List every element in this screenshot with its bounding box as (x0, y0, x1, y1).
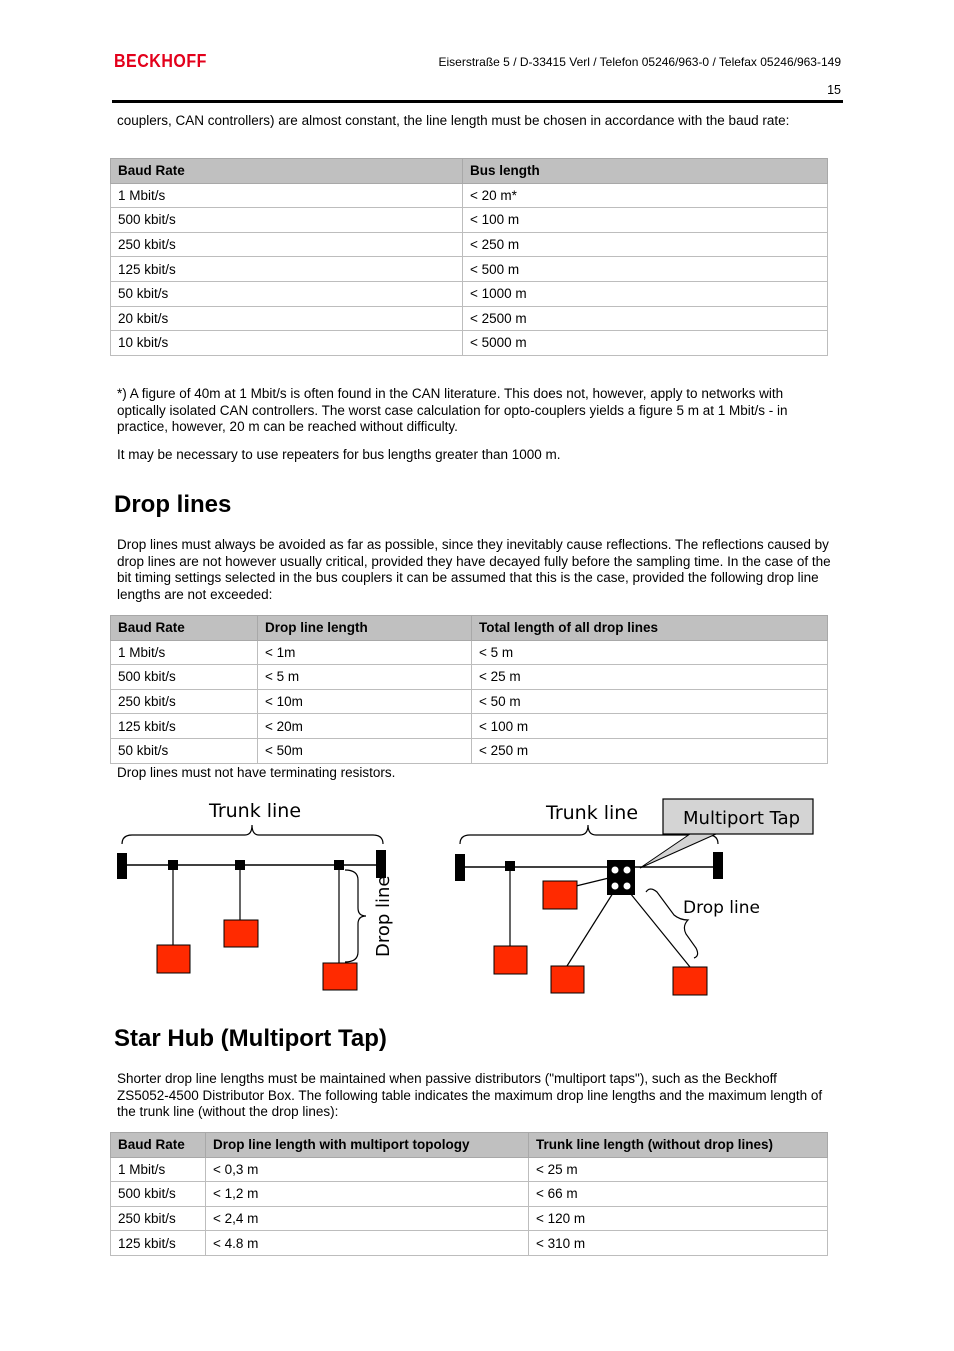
column-header: Total length of all drop lines (472, 616, 828, 641)
callout-pointer (640, 834, 716, 868)
table-cell: 500 kbit/s (111, 1182, 206, 1207)
drop-lines-note: Drop lines must not have terminating resistors. (117, 765, 396, 780)
table-row (111, 281, 828, 306)
multiport-tap-hub (607, 860, 635, 895)
table-cell: 250 kbit/s (111, 232, 463, 257)
tap-junction (334, 860, 344, 870)
table-cell: 1 Mbit/s (111, 183, 463, 208)
drop-line-brace (345, 870, 366, 962)
node-box (673, 967, 707, 995)
table-cell: < 50m (258, 738, 472, 763)
table-cell: < 250 m (463, 232, 828, 257)
star-hub-text: Shorter drop line lengths must be maintained when passive distributors ("multiport taps"), such as the Beckhoff ZS5052-4500 Distributor Box. The following table indicates the maximum drop line lengths and the maximum length of the trunk line (without the drop lines): (117, 1071, 823, 1119)
node-box (494, 946, 527, 974)
multiport-table (110, 1132, 828, 1256)
terminator-right (376, 850, 386, 878)
drop-line-label: Drop line (683, 898, 760, 918)
terminator-left (117, 853, 127, 879)
table-cell: 50 kbit/s (111, 738, 258, 763)
column-header: Baud Rate (111, 616, 258, 641)
beckhoff-logo: BECKHOFF (114, 52, 207, 72)
node-box (157, 945, 190, 973)
drop-line-table (110, 615, 828, 764)
table-cell: < 1,2 m (206, 1182, 529, 1207)
table-cell: 500 kbit/s (111, 665, 258, 690)
table-cell: < 500 m (463, 257, 828, 282)
multiport-tap-label: Multiport Tap (683, 808, 801, 829)
footnote-text: *) A figure of 40m at 1 Mbit/s is often found in the CAN literature. This does not, however, apply to networks with optically isolated CAN controllers. The worst case calculation for opto-couplers yields a figure 5 m at 1 Mbit/s - in practice, however, 20 m can be reached without difficulty. (117, 386, 788, 434)
table-header-row (111, 1133, 828, 1158)
table-cell: < 5 m (258, 665, 472, 690)
intro-text: couplers, CAN controllers) are almost constant, the line length must be chosen in accordance with the baud rate: (117, 113, 790, 128)
table-row (111, 1231, 828, 1256)
table-cell: < 250 m (472, 738, 828, 763)
section-heading-star-hub: Star Hub (Multiport Tap) (114, 1025, 387, 1052)
table-cell: < 4.8 m (206, 1231, 529, 1256)
table-row (111, 738, 828, 763)
table-cell: 250 kbit/s (111, 689, 258, 714)
tap-junction (235, 860, 245, 870)
table-cell: 1 Mbit/s (111, 640, 258, 665)
table-cell: < 5 m (472, 640, 828, 665)
table-cell: < 310 m (529, 1231, 828, 1256)
table-row (111, 714, 828, 739)
terminator-right (713, 852, 723, 879)
hub-port (612, 867, 619, 874)
table-cell: 125 kbit/s (111, 257, 463, 282)
column-header: Drop line length (258, 616, 472, 641)
table-cell: < 10m (258, 689, 472, 714)
table-row (111, 306, 828, 331)
table-cell: 500 kbit/s (111, 208, 463, 233)
left-topology (117, 800, 394, 990)
table-row (111, 257, 828, 282)
hub-port (624, 867, 631, 874)
header-rule (112, 100, 843, 103)
table-cell: < 50 m (472, 689, 828, 714)
table-cell: < 66 m (529, 1182, 828, 1207)
trunk-line-label: Trunk line (209, 800, 302, 822)
trunk-line-label: Trunk line (546, 802, 639, 824)
terminator-left (455, 854, 465, 881)
table-cell: 125 kbit/s (111, 1231, 206, 1256)
column-header: Trunk line length (without drop lines) (529, 1133, 828, 1158)
table-row (111, 232, 828, 257)
table-cell: < 5000 m (463, 331, 828, 356)
table-cell: < 25 m (472, 665, 828, 690)
table-row (111, 331, 828, 356)
table-cell: < 20m (258, 714, 472, 739)
node-box (323, 963, 357, 990)
column-header: Baud Rate (111, 1133, 206, 1158)
table-cell: 250 kbit/s (111, 1206, 206, 1231)
trunk-brace (122, 825, 383, 844)
table-row (111, 183, 828, 208)
node-box (543, 881, 577, 909)
table-header-row (111, 159, 828, 184)
table-row (111, 640, 828, 665)
table-cell: 1 Mbit/s (111, 1157, 206, 1182)
table-row (111, 665, 828, 690)
table-cell: < 1000 m (463, 281, 828, 306)
table-header-row (111, 616, 828, 641)
hub-port (612, 883, 619, 890)
page-number: 15 (827, 83, 841, 97)
table-row (111, 208, 828, 233)
table-cell: 10 kbit/s (111, 331, 463, 356)
drop-line (630, 893, 690, 967)
table-cell: < 100 m (463, 208, 828, 233)
table-row (111, 1206, 828, 1231)
table-cell: < 2500 m (463, 306, 828, 331)
header-address: Eiserstraße 5 / D-33415 Verl / Telefon 05246/963-0 / Telefax 05246/963-149 (438, 55, 841, 69)
column-header: Drop line length with multiport topology (206, 1133, 529, 1158)
table-row (111, 1182, 828, 1207)
table-cell: 125 kbit/s (111, 714, 258, 739)
table-cell: 20 kbit/s (111, 306, 463, 331)
table-cell: < 2,4 m (206, 1206, 529, 1231)
drop-lines-text: Drop lines must always be avoided as far as possible, since they inevitably cause reflections. The reflections caused by drop lines are not however usually critical, provided they have decayed fully before the sampling time. In the case of the bit timing settings selected in the bus couplers it can be assumed that this is the case, provided the following drop line lengths are not exceeded: (117, 537, 831, 602)
table-cell: < 100 m (472, 714, 828, 739)
table-cell: 50 kbit/s (111, 281, 463, 306)
right-topology (455, 799, 813, 995)
tap-junction (168, 860, 178, 870)
repeater-note: It may be necessary to use repeaters for bus lengths greater than 1000 m. (117, 447, 561, 462)
table-cell: < 120 m (529, 1206, 828, 1231)
tap-junction (505, 861, 515, 871)
drop-line-label: Drop line (373, 875, 394, 957)
table-cell: < 25 m (529, 1157, 828, 1182)
table-row (111, 1157, 828, 1182)
node-box (224, 920, 258, 947)
bus-length-table (110, 158, 828, 356)
table-cell: < 20 m* (463, 183, 828, 208)
table-row (111, 689, 828, 714)
section-heading-drop-lines: Drop lines (114, 491, 232, 518)
hub-port (624, 883, 631, 890)
node-box (551, 966, 584, 993)
topology-diagram (0, 780, 954, 1010)
column-header: Baud Rate (111, 159, 463, 184)
column-header: Bus length (463, 159, 828, 184)
table-cell: < 1m (258, 640, 472, 665)
table-cell: < 0,3 m (206, 1157, 529, 1182)
